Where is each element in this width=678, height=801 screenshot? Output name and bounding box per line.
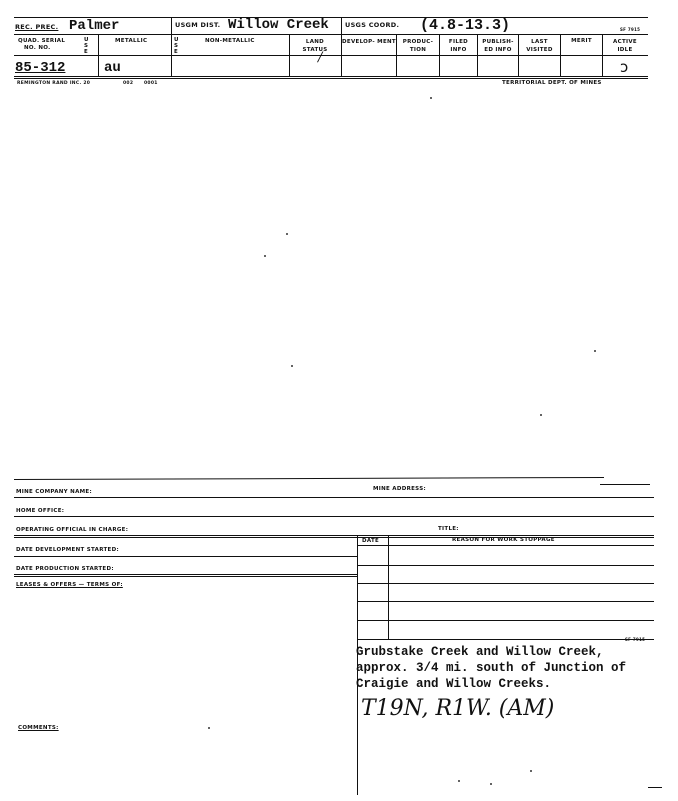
divider-v3 [98,34,99,76]
record-bottom-line-2 [14,78,648,79]
scan-speck [458,780,460,782]
scan-speck [540,414,542,416]
col-filed-info: FILED INFO [448,39,469,53]
form-number-top: SF 7915 [620,27,641,32]
home-office-label: HOME OFFICE: [16,508,65,514]
col-use-1: U S E [84,37,89,55]
operating-official-label: OPERATING OFFICIAL IN CHARGE: [16,527,129,533]
col-land-status: LAND STATUS [302,39,328,53]
mine-address-label: MINE ADDRESS: [373,486,426,492]
location-line: Grubstake Creek and Willow Creek, [356,645,604,659]
row-line-5 [14,574,357,575]
printer-label: REMINGTON RAND INC. 20 [17,81,91,86]
lower-top-border [14,477,604,480]
usgs-coord-label: USGS COORD. [345,21,400,29]
col-metallic: METALLIC [115,38,148,44]
col-merit: MERIT [571,38,592,44]
row-line-1 [14,497,654,498]
scan-speck [291,365,293,367]
scan-speck [208,727,210,729]
comments-label: COMMENTS: [18,725,59,731]
scan-speck [490,783,492,785]
stoppage-header-line [357,545,654,546]
metallic-value: au [104,60,121,76]
stoppage-row-2 [357,583,654,584]
divider-v8 [518,34,519,76]
divider-v7 [477,34,478,76]
leases-label: LEASES & OFFERS — TERMS OF: [16,582,123,588]
row-line-3b [14,537,654,538]
divider-v10 [602,34,603,76]
divider-v9 [560,34,561,76]
col-use-2: U S E [174,37,179,55]
serial-value: 85-312 [15,60,66,76]
reason-header: REASON FOR WORK STOPPAGE [452,537,555,543]
land-status-mark: / [318,50,323,65]
stoppage-row-4 [357,620,654,621]
scan-speck [430,97,432,99]
usgs-coord-value: (4.8-13.3) [420,17,511,34]
col-no-no: NO. NO. [24,45,51,51]
row-line-3 [14,535,654,536]
divider-v6 [439,34,440,76]
header-divider [14,34,648,35]
location-line: approx. 3/4 mi. south of Junction of [356,661,627,675]
date-production-label: DATE PRODUCTION STARTED: [16,566,114,572]
date-development-label: DATE DEVELOPMENT STARTED: [16,547,119,553]
stoppage-row-5 [357,639,654,640]
rec-prec-value: Palmer [69,18,120,34]
divider-v1 [171,17,172,76]
record-bottom-line [14,76,648,77]
col-non-metallic: NON-METALLIC [205,38,255,44]
stoppage-date-divider [388,535,389,639]
col-published-info: PUBLISH- ED INFO [482,39,514,53]
date-header: DATE [362,538,380,544]
printer-code-2: 0001 [144,81,158,86]
col-production: PRODUC- TION [402,39,434,53]
divider-v2 [341,17,342,76]
stoppage-row-3 [357,601,654,602]
department-label: TERRITORIAL DEPT. OF MINES [502,80,602,86]
divider-v5 [396,34,397,76]
col-development: DEVELOP- MENT [342,39,396,45]
corner-mark [648,787,662,788]
mine-company-label: MINE COMPANY NAME: [16,489,92,495]
row-line-2 [14,516,654,517]
location-description [356,644,626,692]
usgm-dist-label: USGM DIST. [175,21,221,29]
lower-top-edge [600,484,650,485]
scan-speck [530,770,532,772]
scan-speck [594,350,596,352]
col-last-visited: LAST VISITED [526,39,553,53]
col-active-idle: ACTIVE IDLE [613,39,637,53]
row-line-5b [14,576,357,577]
scan-speck [264,255,266,257]
row-line-4 [14,556,357,557]
columns-divider [14,55,648,56]
stoppage-row-1 [357,565,654,566]
form-number-bottom: SF 7915 [625,637,646,642]
rec-prec-label: REC. PREC. [15,23,59,31]
printer-code-1: 002 [123,81,134,86]
title-label: TITLE: [438,526,459,532]
scan-speck [286,233,288,235]
usgm-dist-value: Willow Creek [228,17,329,33]
active-mark: ɔ [620,58,629,76]
handwritten-township-range: T19N, R1W. (AM) [361,696,555,721]
col-quad-serial: QUAD. SERIAL [18,38,66,44]
location-line: Craigie and Willow Creeks. [356,677,552,691]
divider-v4 [289,34,290,76]
